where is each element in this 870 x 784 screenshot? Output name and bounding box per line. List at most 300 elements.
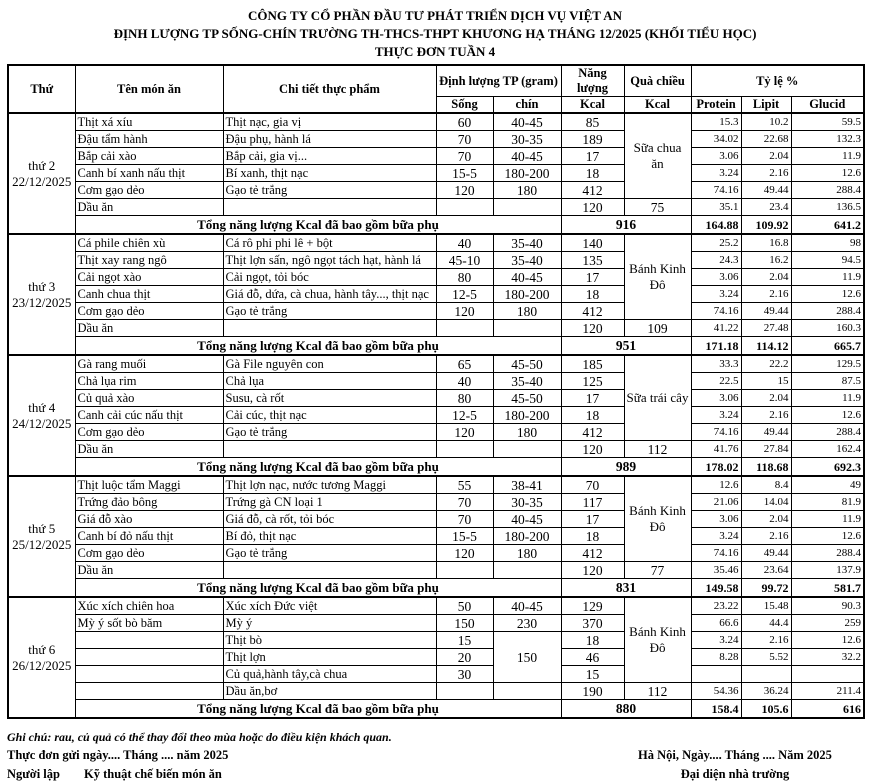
cell-raw: 80 bbox=[436, 390, 493, 407]
cell-raw: 60 bbox=[436, 113, 493, 131]
cell-snack-kcal: 112 bbox=[624, 441, 691, 458]
cell-dish: Xúc xích chiên hoa bbox=[75, 597, 223, 615]
menu-row bbox=[8, 441, 864, 458]
cell-glucid: 12.6 bbox=[791, 286, 864, 303]
menu-row bbox=[8, 562, 864, 579]
cell-dish: Mỳ ý sốt bò băm bbox=[75, 615, 223, 632]
cell-protein: 22.5 bbox=[691, 373, 741, 390]
cell-day bbox=[8, 476, 75, 597]
col-header-energy-kcal: Kcal bbox=[561, 97, 624, 114]
cell-protein: 3.24 bbox=[691, 407, 741, 424]
menu-row bbox=[8, 320, 864, 337]
cell-dish: Dầu ăn bbox=[75, 199, 223, 216]
cell-dish bbox=[75, 649, 223, 666]
cell-dish: Cơm gạo dẻo bbox=[75, 182, 223, 199]
menu-row bbox=[8, 199, 864, 216]
cell-raw: 120 bbox=[436, 182, 493, 199]
cell-dish bbox=[75, 683, 223, 700]
total-protein: 164.88 bbox=[691, 216, 741, 235]
menu-row bbox=[8, 632, 864, 649]
cell-kcal: 46 bbox=[561, 649, 624, 666]
cell-snack-kcal: 109 bbox=[624, 320, 691, 337]
cell-detail: Giá đỗ, dứa, cà chua, hành tây..., thịt nạc bbox=[223, 286, 436, 303]
cell-detail: Gạo tẻ trắng bbox=[223, 303, 436, 320]
cell-glucid: 129.5 bbox=[791, 355, 864, 373]
cell-lipit: 2.16 bbox=[741, 286, 791, 303]
cell-raw bbox=[436, 562, 493, 579]
cell-cooked: 180 bbox=[493, 424, 561, 441]
cell-dish: Canh bí đỏ nấu thịt bbox=[75, 528, 223, 545]
total-lipit: 105.6 bbox=[741, 700, 791, 719]
cell-raw: 70 bbox=[436, 494, 493, 511]
cell-lipit: 15.48 bbox=[741, 597, 791, 615]
prepared-by-label: Người lập bbox=[7, 767, 60, 781]
cell-glucid: 12.6 bbox=[791, 407, 864, 424]
menu-row bbox=[8, 424, 864, 441]
header-row-1 bbox=[8, 65, 864, 97]
cell-raw: 70 bbox=[436, 511, 493, 528]
menu-row bbox=[8, 683, 864, 700]
cell-cooked: 40-45 bbox=[493, 113, 561, 131]
cell-dish: Thịt xá xíu bbox=[75, 113, 223, 131]
cell-detail: Đậu phụ, hành lá bbox=[223, 131, 436, 148]
cell-detail: Trứng gà CN loại 1 bbox=[223, 494, 436, 511]
menu-row bbox=[8, 666, 864, 683]
cell-snack-kcal: 75 bbox=[624, 199, 691, 216]
cell-glucid: 160.3 bbox=[791, 320, 864, 337]
cell-detail: Cải ngọt, tỏi bóc bbox=[223, 269, 436, 286]
cell-dish: Giá đỗ xào bbox=[75, 511, 223, 528]
cell-lipit: 27.84 bbox=[741, 441, 791, 458]
cell-raw bbox=[436, 320, 493, 337]
total-row bbox=[8, 579, 864, 598]
menu-row bbox=[8, 373, 864, 390]
cell-detail bbox=[223, 320, 436, 337]
cell-cooked: 40-45 bbox=[493, 597, 561, 615]
cell-kcal: 18 bbox=[561, 528, 624, 545]
document-footer bbox=[7, 729, 860, 784]
cell-detail: Susu, cà rốt bbox=[223, 390, 436, 407]
cell-lipit: 2.04 bbox=[741, 269, 791, 286]
total-label: Tổng năng lượng Kcal đã bao gồm bữa phụ bbox=[75, 458, 561, 477]
cell-glucid: 98 bbox=[791, 234, 864, 252]
cell-protein: 25.2 bbox=[691, 234, 741, 252]
cell-protein: 33.3 bbox=[691, 355, 741, 373]
menu-table bbox=[7, 64, 865, 719]
cell-kcal: 412 bbox=[561, 182, 624, 199]
cell-protein: 74.16 bbox=[691, 424, 741, 441]
cell-detail bbox=[223, 199, 436, 216]
day-label: thứ 5 bbox=[28, 520, 56, 536]
day-label: thứ 3 bbox=[28, 278, 56, 294]
cell-snack: Bánh Kinh Đô bbox=[624, 597, 691, 683]
cell-dish: Bắp cải xào bbox=[75, 148, 223, 165]
menu-row bbox=[8, 511, 864, 528]
cell-glucid: 87.5 bbox=[791, 373, 864, 390]
total-row bbox=[8, 216, 864, 235]
cell-protein: 3.24 bbox=[691, 165, 741, 182]
cell-lipit: 22.2 bbox=[741, 355, 791, 373]
total-row bbox=[8, 700, 864, 719]
cell-lipit: 23.4 bbox=[741, 199, 791, 216]
col-header-quantity: Định lượng TP (gram) bbox=[436, 65, 561, 97]
menu-row bbox=[8, 303, 864, 320]
cell-dish: Cá phile chiên xù bbox=[75, 234, 223, 252]
col-header-day: Thứ bbox=[8, 65, 75, 113]
cell-glucid: 11.9 bbox=[791, 269, 864, 286]
cell-dish: Thịt luộc tẩm Maggi bbox=[75, 476, 223, 494]
cell-lipit: 14.04 bbox=[741, 494, 791, 511]
col-header-energy: Năng lượng bbox=[561, 65, 624, 97]
cell-cooked: 180 bbox=[493, 303, 561, 320]
cell-dish: Chả lụa rim bbox=[75, 373, 223, 390]
cell-kcal: 129 bbox=[561, 597, 624, 615]
cell-dish: Canh cải cúc nấu thịt bbox=[75, 407, 223, 424]
cell-cooked: 180-200 bbox=[493, 286, 561, 303]
total-protein: 171.18 bbox=[691, 337, 741, 356]
cell-detail: Giá đỗ, cà rốt, tỏi bóc bbox=[223, 511, 436, 528]
cell-lipit: 22.68 bbox=[741, 131, 791, 148]
col-header-snack-kcal: Kcal bbox=[624, 97, 691, 114]
cell-dish: Cơm gạo dẻo bbox=[75, 303, 223, 320]
total-kcal: 831 bbox=[561, 579, 691, 598]
cell-day bbox=[8, 355, 75, 476]
col-header-raw: Sống bbox=[436, 97, 493, 114]
total-kcal: 989 bbox=[561, 458, 691, 477]
col-header-detail: Chi tiết thực phẩm bbox=[223, 65, 436, 113]
cell-detail: Thịt lợn sấn, ngô ngọt tách hạt, hành lá bbox=[223, 252, 436, 269]
cell-cooked: 45-50 bbox=[493, 390, 561, 407]
week-title: THỰC ĐƠN TUẦN 4 bbox=[374, 44, 496, 59]
col-header-ratio: Tỷ lệ % bbox=[691, 65, 864, 97]
cell-cooked: 180-200 bbox=[493, 407, 561, 424]
technician-label: Kỹ thuật chế biến món ăn bbox=[83, 767, 222, 781]
cell-kcal: 412 bbox=[561, 424, 624, 441]
cell-lipit: 16.2 bbox=[741, 252, 791, 269]
cell-kcal: 189 bbox=[561, 131, 624, 148]
cell-raw: 70 bbox=[436, 131, 493, 148]
col-header-lipit: Lipit bbox=[741, 97, 791, 114]
cell-glucid: 259 bbox=[791, 615, 864, 632]
cell-raw: 80 bbox=[436, 269, 493, 286]
cell-glucid: 59.5 bbox=[791, 113, 864, 131]
cell-lipit: 10.2 bbox=[741, 113, 791, 131]
cell-dish bbox=[75, 632, 223, 649]
cell-glucid: 11.9 bbox=[791, 511, 864, 528]
total-label: Tổng năng lượng Kcal đã bao gồm bữa phụ bbox=[75, 700, 561, 719]
menu-row bbox=[8, 355, 864, 373]
cell-kcal: 17 bbox=[561, 390, 624, 407]
cell-dish: Cải ngọt xào bbox=[75, 269, 223, 286]
cell-raw: 12-5 bbox=[436, 286, 493, 303]
menu-row bbox=[8, 286, 864, 303]
cell-cooked: 40-45 bbox=[493, 269, 561, 286]
cell-glucid: 11.9 bbox=[791, 148, 864, 165]
cell-dish: Canh chua thịt bbox=[75, 286, 223, 303]
cell-raw: 120 bbox=[436, 303, 493, 320]
menu-row bbox=[8, 476, 864, 494]
cell-raw bbox=[436, 199, 493, 216]
cell-glucid: 132.3 bbox=[791, 131, 864, 148]
cell-cooked: 35-40 bbox=[493, 234, 561, 252]
cell-kcal: 120 bbox=[561, 441, 624, 458]
cell-kcal: 120 bbox=[561, 199, 624, 216]
cell-lipit: 8.4 bbox=[741, 476, 791, 494]
cell-dish: Canh bí xanh nấu thịt bbox=[75, 165, 223, 182]
cell-glucid: 49 bbox=[791, 476, 864, 494]
cell-glucid: 12.6 bbox=[791, 528, 864, 545]
cell-raw: 55 bbox=[436, 476, 493, 494]
cell-protein: 35.46 bbox=[691, 562, 741, 579]
menu-row bbox=[8, 113, 864, 131]
cell-cooked: 180 bbox=[493, 545, 561, 562]
total-glucid: 641.2 bbox=[791, 216, 864, 235]
cell-lipit: 15 bbox=[741, 373, 791, 390]
cell-protein: 3.24 bbox=[691, 632, 741, 649]
cell-kcal: 185 bbox=[561, 355, 624, 373]
cell-protein: 34.02 bbox=[691, 131, 741, 148]
menu-row bbox=[8, 407, 864, 424]
cell-detail: Mỳ ý bbox=[223, 615, 436, 632]
cell-raw: 30 bbox=[436, 666, 493, 683]
total-protein: 158.4 bbox=[691, 700, 741, 719]
cell-glucid: 137.9 bbox=[791, 562, 864, 579]
total-kcal: 880 bbox=[561, 700, 691, 719]
cell-cooked: 40-45 bbox=[493, 148, 561, 165]
cell-detail: Dầu ăn,bơ bbox=[223, 683, 436, 700]
cell-kcal: 18 bbox=[561, 407, 624, 424]
cell-lipit: 36.24 bbox=[741, 683, 791, 700]
cell-raw: 40 bbox=[436, 373, 493, 390]
cell-day bbox=[8, 597, 75, 718]
cell-dish bbox=[75, 666, 223, 683]
cell-raw: 15-5 bbox=[436, 165, 493, 182]
cell-lipit: 5.52 bbox=[741, 649, 791, 666]
cell-raw: 15-5 bbox=[436, 528, 493, 545]
menu-row bbox=[8, 528, 864, 545]
cell-kcal: 18 bbox=[561, 286, 624, 303]
cell-raw bbox=[436, 683, 493, 700]
cell-protein: 74.16 bbox=[691, 182, 741, 199]
sign-row-1 bbox=[7, 746, 860, 765]
cell-detail bbox=[223, 441, 436, 458]
cell-detail bbox=[223, 562, 436, 579]
day-date: 23/12/2025 bbox=[12, 294, 72, 310]
cell-glucid bbox=[791, 666, 864, 683]
cell-kcal: 18 bbox=[561, 632, 624, 649]
cell-protein: 3.06 bbox=[691, 269, 741, 286]
total-glucid: 692.3 bbox=[791, 458, 864, 477]
cell-dish: Trứng đảo bông bbox=[75, 494, 223, 511]
total-glucid: 581.7 bbox=[791, 579, 864, 598]
cell-glucid: 90.3 bbox=[791, 597, 864, 615]
cell-raw: 45-10 bbox=[436, 252, 493, 269]
cell-kcal: 120 bbox=[561, 320, 624, 337]
cell-detail: Củ quả,hành tây,cà chua bbox=[223, 666, 436, 683]
cell-raw: 20 bbox=[436, 649, 493, 666]
cell-protein: 12.6 bbox=[691, 476, 741, 494]
cell-dish: Dầu ăn bbox=[75, 441, 223, 458]
total-label: Tổng năng lượng Kcal đã bao gồm bữa phụ bbox=[75, 216, 561, 235]
cell-dish: Dầu ăn bbox=[75, 320, 223, 337]
menu-table-head bbox=[8, 65, 864, 113]
cell-protein: 23.22 bbox=[691, 597, 741, 615]
total-lipit: 118.68 bbox=[741, 458, 791, 477]
cell-detail: Bí đỏ, thịt nạc bbox=[223, 528, 436, 545]
cell-glucid: 12.6 bbox=[791, 165, 864, 182]
total-label: Tổng năng lượng Kcal đã bao gồm bữa phụ bbox=[75, 337, 561, 356]
menu-row bbox=[8, 252, 864, 269]
cell-kcal: 17 bbox=[561, 148, 624, 165]
cell-protein bbox=[691, 666, 741, 683]
menu-row bbox=[8, 165, 864, 182]
cell-detail: Bí xanh, thịt nạc bbox=[223, 165, 436, 182]
total-lipit: 114.12 bbox=[741, 337, 791, 356]
cell-kcal: 85 bbox=[561, 113, 624, 131]
cell-kcal: 412 bbox=[561, 303, 624, 320]
day-label: thứ 4 bbox=[28, 399, 56, 415]
cell-detail: Xúc xích Đức việt bbox=[223, 597, 436, 615]
cell-glucid: 288.4 bbox=[791, 424, 864, 441]
total-row bbox=[8, 337, 864, 356]
menu-row bbox=[8, 615, 864, 632]
cell-raw: 40 bbox=[436, 234, 493, 252]
cell-kcal: 120 bbox=[561, 562, 624, 579]
company-title: CÔNG TY CỔ PHẦN ĐẦU TƯ PHÁT TRIỂN DỊCH VỤ VIỆT AN bbox=[247, 8, 623, 23]
cell-lipit: 49.44 bbox=[741, 545, 791, 562]
cell-protein: 66.6 bbox=[691, 615, 741, 632]
total-lipit: 99.72 bbox=[741, 579, 791, 598]
cell-raw: 150 bbox=[436, 615, 493, 632]
day-date: 24/12/2025 bbox=[12, 415, 72, 431]
cell-detail: Cải cúc, thịt nạc bbox=[223, 407, 436, 424]
col-header-snack: Quà chiều bbox=[624, 65, 691, 97]
cell-protein: 8.28 bbox=[691, 649, 741, 666]
cell-kcal: 15 bbox=[561, 666, 624, 683]
menu-row bbox=[8, 182, 864, 199]
cell-detail: Chả lụa bbox=[223, 373, 436, 390]
cell-protein: 3.24 bbox=[691, 286, 741, 303]
cell-snack: Sữa trái cây bbox=[624, 355, 691, 441]
cell-kcal: 117 bbox=[561, 494, 624, 511]
total-kcal: 916 bbox=[561, 216, 691, 235]
cell-kcal: 190 bbox=[561, 683, 624, 700]
total-label: Tổng năng lượng Kcal đã bao gồm bữa phụ bbox=[75, 579, 561, 598]
cell-glucid: 12.6 bbox=[791, 632, 864, 649]
cell-glucid: 81.9 bbox=[791, 494, 864, 511]
cell-detail: Thịt bò bbox=[223, 632, 436, 649]
document-header bbox=[0, 0, 870, 61]
cell-lipit: 49.44 bbox=[741, 424, 791, 441]
cell-protein: 41.22 bbox=[691, 320, 741, 337]
cell-snack: Bánh Kinh Đô bbox=[624, 476, 691, 562]
cell-protein: 15.3 bbox=[691, 113, 741, 131]
col-header-protein: Protein bbox=[691, 97, 741, 114]
cell-cooked: 45-50 bbox=[493, 355, 561, 373]
cell-protein: 21.06 bbox=[691, 494, 741, 511]
total-protein: 149.58 bbox=[691, 579, 741, 598]
cell-kcal: 370 bbox=[561, 615, 624, 632]
day-date: 26/12/2025 bbox=[12, 657, 72, 673]
cell-lipit: 2.04 bbox=[741, 390, 791, 407]
total-row bbox=[8, 458, 864, 477]
cell-cooked: 180 bbox=[493, 182, 561, 199]
cell-cooked: 30-35 bbox=[493, 494, 561, 511]
cell-dish: Củ quả xào bbox=[75, 390, 223, 407]
cell-cooked bbox=[493, 441, 561, 458]
day-label: thứ 2 bbox=[28, 157, 56, 173]
cell-dish: Dầu ăn bbox=[75, 562, 223, 579]
cell-protein: 54.36 bbox=[691, 683, 741, 700]
cell-protein: 3.06 bbox=[691, 148, 741, 165]
cell-detail: Bắp cải, gia vị... bbox=[223, 148, 436, 165]
cell-cooked bbox=[493, 199, 561, 216]
footer-note: Ghi chú: rau, củ quả có thể thay đổi theo mùa hoặc do điều kiện khách quan. bbox=[7, 730, 392, 744]
menu-row bbox=[8, 545, 864, 562]
day-date: 25/12/2025 bbox=[12, 536, 72, 552]
cell-dish: Thịt xay rang ngô bbox=[75, 252, 223, 269]
cell-cooked: 40-45 bbox=[493, 511, 561, 528]
cell-kcal: 140 bbox=[561, 234, 624, 252]
cell-snack-kcal: 112 bbox=[624, 683, 691, 700]
cell-glucid: 288.4 bbox=[791, 545, 864, 562]
cell-cooked bbox=[493, 683, 561, 700]
cell-snack: Sữa chua ăn bbox=[624, 113, 691, 199]
cell-protein: 24.3 bbox=[691, 252, 741, 269]
menu-row bbox=[8, 494, 864, 511]
cell-lipit: 16.8 bbox=[741, 234, 791, 252]
cell-snack-kcal: 77 bbox=[624, 562, 691, 579]
cell-detail: Thịt lợn nạc, nước tương Maggi bbox=[223, 476, 436, 494]
col-header-cooked: chín bbox=[493, 97, 561, 114]
cell-cooked: 35-40 bbox=[493, 252, 561, 269]
cell-detail: Thịt nạc, gia vị bbox=[223, 113, 436, 131]
cell-day bbox=[8, 234, 75, 355]
menu-row bbox=[8, 390, 864, 407]
cell-lipit: 49.44 bbox=[741, 303, 791, 320]
day-label: thứ 6 bbox=[28, 641, 56, 657]
cell-glucid: 136.5 bbox=[791, 199, 864, 216]
cell-glucid: 288.4 bbox=[791, 182, 864, 199]
menu-row bbox=[8, 234, 864, 252]
cell-protein: 74.16 bbox=[691, 303, 741, 320]
cell-detail: Gạo tẻ trắng bbox=[223, 182, 436, 199]
day-date: 22/12/2025 bbox=[12, 173, 72, 189]
cell-raw: 120 bbox=[436, 424, 493, 441]
cell-cooked: 30-35 bbox=[493, 131, 561, 148]
cell-detail: Gạo tẻ trắng bbox=[223, 424, 436, 441]
cell-dish: Cơm gạo dẻo bbox=[75, 424, 223, 441]
cell-raw: 50 bbox=[436, 597, 493, 615]
total-glucid: 616 bbox=[791, 700, 864, 719]
cell-kcal: 17 bbox=[561, 269, 624, 286]
cell-cooked: 150 bbox=[493, 632, 561, 683]
cell-dish: Đậu tẩm hành bbox=[75, 131, 223, 148]
place-date-line: Hà Nội, Ngày.... Tháng .... Năm 2025 bbox=[638, 748, 832, 762]
cell-detail: Gạo tẻ trắng bbox=[223, 545, 436, 562]
menu-row bbox=[8, 649, 864, 666]
cell-detail: Gà File nguyên con bbox=[223, 355, 436, 373]
cell-glucid: 162.4 bbox=[791, 441, 864, 458]
col-header-dish: Tên món ăn bbox=[75, 65, 223, 113]
cell-glucid: 11.9 bbox=[791, 390, 864, 407]
cell-glucid: 211.4 bbox=[791, 683, 864, 700]
col-header-glucid: Glucid bbox=[791, 97, 864, 114]
cell-cooked: 180-200 bbox=[493, 528, 561, 545]
cell-kcal: 135 bbox=[561, 252, 624, 269]
representative-label: Đại diện nhà trường bbox=[680, 767, 790, 781]
cell-glucid: 94.5 bbox=[791, 252, 864, 269]
